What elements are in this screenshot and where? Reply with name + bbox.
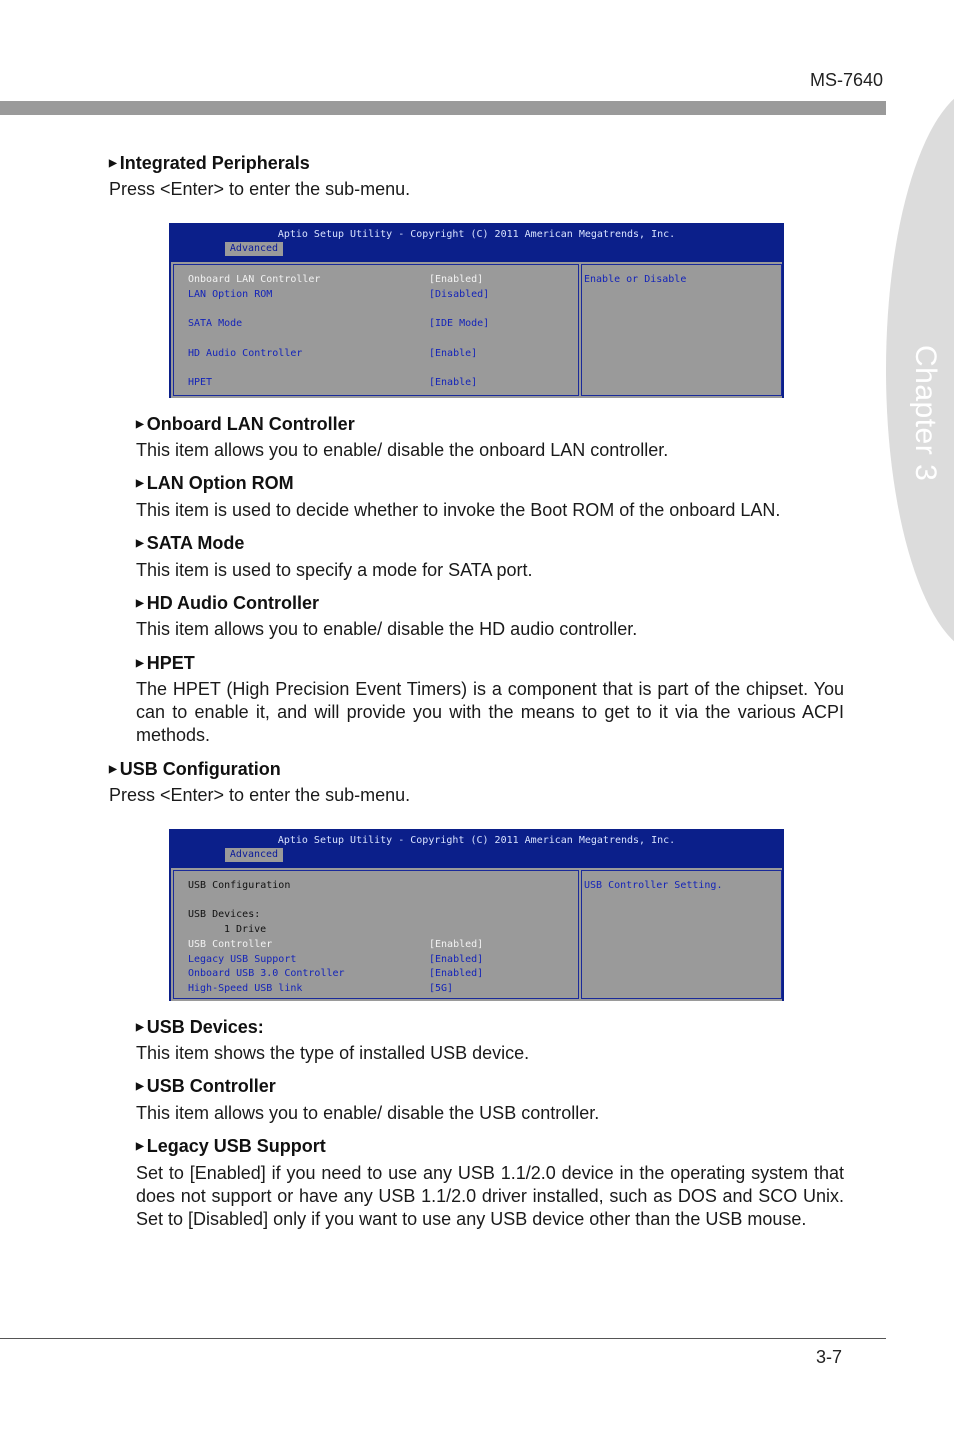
bios-devices-value: 1 Drive	[224, 924, 267, 935]
bios-settings-pane	[173, 264, 579, 396]
bios-settings-pane	[173, 870, 579, 999]
bios-item-label: HD Audio Controller	[188, 348, 303, 359]
desc-usb-controller: This item allows you to enable/ disable the USB controller.	[136, 1103, 600, 1123]
triangle-bullet-icon: ▶	[109, 158, 117, 169]
desc-usb-devices: This item shows the type of installed USB device.	[136, 1043, 530, 1063]
heading-lan-option-rom: ▶ LAN Option ROM	[136, 473, 294, 493]
bios-item-label: Onboard USB 3.0 Controller	[188, 968, 345, 979]
bios-item-label: Legacy USB Support	[188, 954, 297, 965]
page-number: 3-7	[816, 1347, 843, 1367]
bios-item-value: [5G]	[429, 983, 454, 994]
heading-usb-controller: ▶ USB Controller	[136, 1076, 276, 1096]
header-bar	[0, 101, 886, 115]
triangle-bullet-icon: ▶	[136, 1022, 144, 1033]
bios-item-value: [Enabled]	[429, 274, 484, 285]
bios-help-pane	[581, 870, 782, 999]
bios-item-value: [Enabled]	[429, 954, 484, 965]
bios-item-value: [Enable]	[429, 377, 478, 388]
bios-item-label: LAN Option ROM	[188, 289, 273, 300]
bios-title: Aptio Setup Utility - Copyright (C) 2011 American Megatrends, Inc.	[277, 229, 676, 240]
model-number: MS-7640	[809, 70, 883, 90]
bios-help-pane	[581, 264, 782, 396]
desc-lan-option-rom: This item is used to decide whether to invoke the Boot ROM of the onboard LAN.	[136, 500, 781, 520]
triangle-bullet-icon: ▶	[136, 538, 144, 549]
triangle-bullet-icon: ▶	[136, 419, 144, 430]
bios-item-value: [IDE Mode]	[429, 318, 490, 329]
bios-devices-label: USB Devices:	[188, 909, 261, 920]
bios-help-text: USB Controller Setting.	[584, 880, 723, 891]
triangle-bullet-icon: ▶	[109, 764, 117, 775]
bios-help-text: Enable or Disable	[584, 274, 687, 285]
bios-title: Aptio Setup Utility - Copyright (C) 2011 American Megatrends, Inc.	[277, 835, 676, 846]
desc-hpet: The HPET (High Precision Event Timers) is a component that is part of the chipset. You can to enable it, and will provide you with the means to get to it via the various ACPI methods.	[136, 679, 844, 745]
desc-usb-configuration: Press <Enter> to enter the sub-menu.	[109, 785, 411, 805]
desc-legacy-usb: Set to [Enabled] if you need to use any USB 1.1/2.0 device in the operating system that does not support or have any USB 1.1/2.0 driver installed, such as DOS and SCO Unix. Set to [Disabled] only if you want to use any USB device other than the USB mouse.	[136, 1163, 844, 1229]
bios-item-value: [Enable]	[429, 348, 478, 359]
desc-sata-mode: This item is used to specify a mode for SATA port.	[136, 560, 533, 580]
bios-screenshot-integrated	[169, 223, 784, 398]
bios-item-label: SATA Mode	[188, 318, 243, 329]
bios-body	[171, 868, 782, 1001]
bios-item-value: [Enabled]	[429, 968, 484, 979]
desc-integrated-peripherals: Press <Enter> to enter the sub-menu.	[109, 179, 411, 199]
bios-item-label: Onboard LAN Controller	[188, 274, 321, 285]
chapter-label: Chapter 3	[909, 345, 942, 482]
bios-item-label: HPET	[188, 377, 213, 388]
triangle-bullet-icon: ▶	[136, 478, 144, 489]
footer-rule	[0, 1338, 886, 1339]
triangle-bullet-icon: ▶	[136, 658, 144, 669]
bios-body	[171, 262, 782, 398]
desc-hd-audio: This item allows you to enable/ disable the HD audio controller.	[136, 619, 638, 639]
heading-integrated-peripherals: ▶ Integrated Peripherals	[109, 153, 310, 173]
bios-item-value: [Enabled]	[429, 939, 484, 950]
heading-legacy-usb: ▶ Legacy USB Support	[136, 1136, 326, 1156]
bios-section-heading: USB Configuration	[188, 880, 291, 891]
desc-onboard-lan: This item allows you to enable/ disable the onboard LAN controller.	[136, 440, 669, 460]
heading-hd-audio: ▶ HD Audio Controller	[136, 593, 320, 613]
triangle-bullet-icon: ▶	[136, 1141, 144, 1152]
bios-tab-advanced: Advanced	[225, 848, 283, 862]
heading-hpet: ▶ HPET	[136, 653, 195, 673]
heading-onboard-lan: ▶ Onboard LAN Controller	[136, 414, 355, 434]
triangle-bullet-icon: ▶	[136, 1081, 144, 1092]
bios-tab-advanced: Advanced	[225, 242, 283, 256]
bios-item-value: [Disabled]	[429, 289, 490, 300]
bios-item-label: USB Controller	[188, 939, 273, 950]
bios-screenshot-usb	[169, 829, 784, 1001]
triangle-bullet-icon: ▶	[136, 598, 144, 609]
bios-item-label: High-Speed USB link	[188, 983, 303, 994]
heading-sata-mode: ▶ SATA Mode	[136, 533, 245, 553]
heading-usb-devices: ▶ USB Devices:	[136, 1017, 264, 1037]
heading-usb-configuration: ▶ USB Configuration	[109, 759, 281, 779]
